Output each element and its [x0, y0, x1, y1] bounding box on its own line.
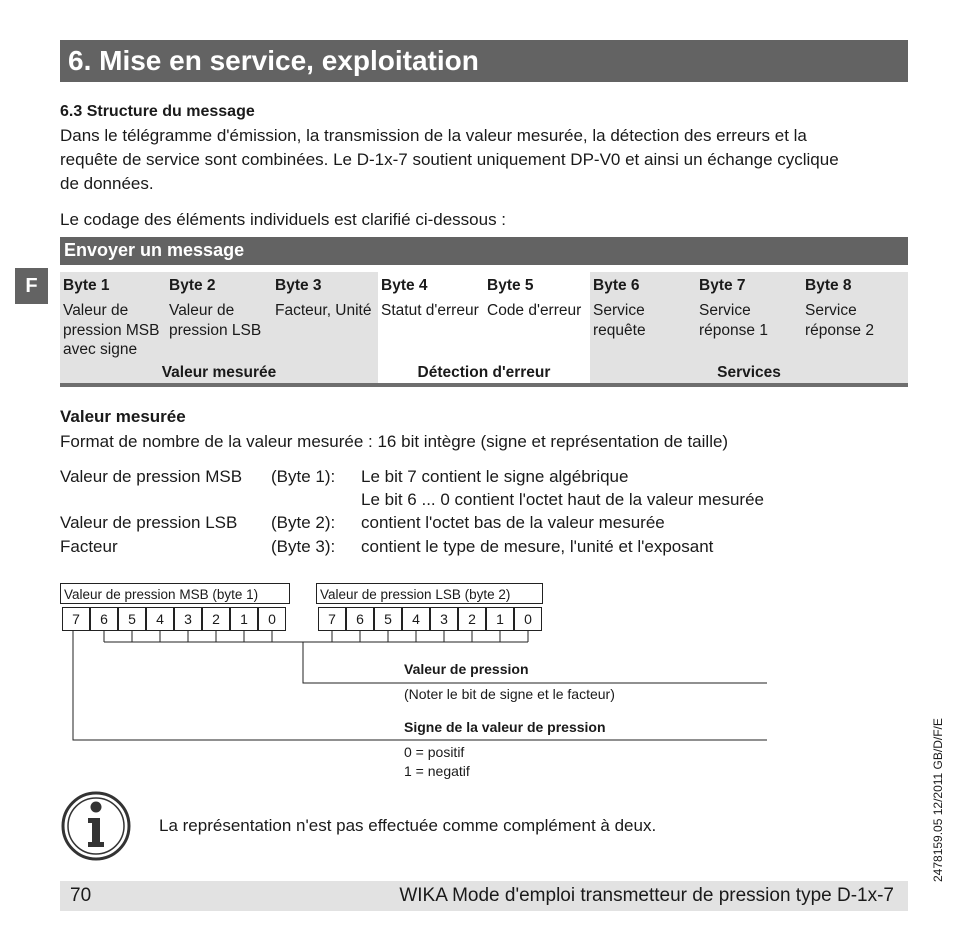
def-byte: (Byte 3): [271, 537, 336, 556]
bit-cell: 6 [346, 607, 374, 631]
byte-header: Byte 3 [275, 277, 322, 294]
language-tab: F [15, 268, 48, 304]
byte-header: Byte 5 [487, 277, 534, 294]
pressure-note: (Noter le bit de signe et le facteur) [404, 686, 615, 702]
valeur-heading: Valeur mesurée [60, 407, 186, 426]
footer-bar [60, 881, 908, 911]
byte-header: Byte 2 [169, 277, 216, 294]
byte-header: Byte 8 [805, 277, 852, 294]
info-note-text: La représentation n'est pas effectuée comme complément à deux. [159, 816, 657, 835]
message-bar-title: Envoyer un message [64, 240, 245, 260]
intro-line: Dans le télégramme d'émission, la transmission de la valeur mesurée, la détection des erreurs et la [60, 126, 807, 145]
pressure-title: Valeur de pression [404, 661, 529, 677]
bit-cell: 0 [514, 607, 542, 631]
bit-cell: 7 [318, 607, 346, 631]
chapter-title: 6. Mise en service, exploitation [68, 45, 479, 76]
byte-header: Byte 7 [699, 277, 746, 294]
def-description: Le bit 7 contient le signe algébrique [361, 467, 629, 486]
page-number: 70 [70, 885, 92, 906]
bit-cell: 2 [202, 607, 230, 631]
bit-cell: 7 [62, 607, 90, 631]
byte-desc-line: réponse 1 [699, 321, 768, 339]
intro-line: requête de service sont combinées. Le D-1x-7 soutient uniquement DP-V0 et ainsi un échange cyclique [60, 150, 839, 169]
byte-desc-line: Valeur de [63, 302, 129, 319]
byte-desc-line: Service [593, 302, 645, 319]
bit-cell: 1 [486, 607, 514, 631]
lsb-register-label: Valeur de pression LSB (byte 2) [316, 583, 543, 604]
document-code: 2478159.05 12/2011 GB/D/F/E [931, 718, 945, 882]
bit-cell: 1 [230, 607, 258, 631]
def-name: Valeur de pression MSB [60, 467, 243, 486]
bit-cell: 3 [174, 607, 202, 631]
format-line: Format de nombre de la valeur mesurée : 16 bit intègre (signe et représentation de taille) [60, 432, 729, 451]
byte-desc-line: requête [593, 321, 646, 339]
byte-desc-line: avec signe [63, 341, 138, 358]
byte-desc-line: Service [805, 302, 857, 319]
def-byte: (Byte 2): [271, 513, 336, 532]
byte-header: Byte 1 [63, 277, 110, 294]
bit-cell: 5 [118, 607, 146, 631]
coding-paragraph: Le codage des éléments individuels est clarifié ci-dessous : [60, 210, 507, 229]
sign-value: 0 = positif [404, 744, 465, 760]
byte-desc-line: Valeur de [169, 302, 235, 319]
intro-line: de données. [60, 174, 154, 193]
def-name: Valeur de pression LSB [60, 513, 238, 532]
msb-register-label: Valeur de pression MSB (byte 1) [60, 583, 290, 604]
group-label-services: Services [717, 364, 781, 381]
def-description: Le bit 6 ... 0 contient l'octet haut de la valeur mesurée [361, 490, 764, 509]
bit-cell: 4 [402, 607, 430, 631]
group-label-detection: Détection d'erreur [417, 364, 551, 381]
byte-header: Byte 6 [593, 277, 640, 294]
bit-cell: 5 [374, 607, 402, 631]
bit-cell: 0 [258, 607, 286, 631]
byte-desc-line: pression MSB [63, 321, 160, 339]
byte-desc-line: Code d'erreur [487, 302, 582, 319]
bit-cell: 3 [430, 607, 458, 631]
footer-title: WIKA Mode d'emploi transmetteur de pression type D-1x-7 [399, 885, 894, 906]
info-icon [60, 790, 132, 862]
byte-desc-line: Statut d'erreur [381, 302, 479, 319]
section-heading: 6.3 Structure du message [60, 103, 255, 120]
byte-header: Byte 4 [381, 277, 428, 294]
def-name: Facteur [60, 537, 118, 556]
bit-cell: 4 [146, 607, 174, 631]
byte-desc-line: pression LSB [169, 321, 262, 339]
byte-desc-line: réponse 2 [805, 321, 874, 339]
sign-title: Signe de la valeur de pression [404, 719, 606, 735]
sign-value: 1 = negatif [404, 763, 470, 779]
def-description: contient l'octet bas de la valeur mesurée [361, 513, 665, 532]
bit-cell: 2 [458, 607, 486, 631]
group-label-valeur: Valeur mesurée [161, 364, 277, 381]
def-byte: (Byte 1): [271, 467, 336, 486]
bit-cell: 6 [90, 607, 118, 631]
byte-desc-line: Facteur, Unité [275, 302, 372, 319]
byte-desc-line: Service [699, 302, 751, 319]
def-description: contient le type de mesure, l'unité et l'exposant [361, 537, 714, 556]
